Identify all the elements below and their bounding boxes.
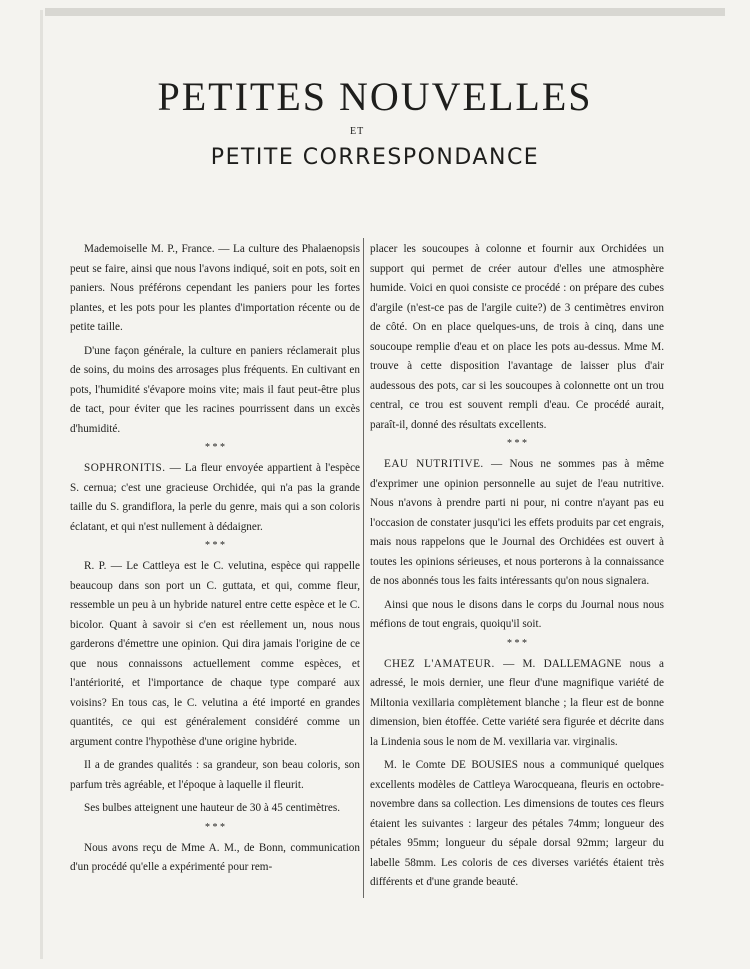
page-subtitle: PETITE CORRESPONDANCE — [210, 145, 540, 170]
section-separator: * * * — [205, 540, 225, 551]
paragraph-bulbs: Ses bulbes atteignent une hauteur de 30 à 45 centimètres. — [84, 802, 340, 814]
heading-eau-nutritive: EAU NUTRITIVE. — [384, 458, 484, 470]
heading-sophronitis: SOPHRONITIS. — [84, 462, 166, 474]
paragraph-sophronitis: SOPHRONITIS. — La fleur envoyée appartient à l'espèce S. cernua; c'est une gracieuse Orchidée, qui n'a pas la grande taille du S. grandiflora, la perle du genre, mais qui a son coloris éclatant, et qui n'est nullement à dédaigner. — [70, 462, 361, 533]
right-column — [370, 240, 664, 897]
paragraph-bonn: Nous avons reçu de Mme A. M., de Bonn, communication d'un procédé qu'elle a expérimenté pour rem- — [70, 841, 360, 873]
heading-chez-amateur: CHEZ L'AMATEUR. — [384, 657, 495, 670]
page-top-edge — [45, 8, 725, 16]
paragraph-eau-nutritive: EAU NUTRITIVE. — Nous ne sommes pas à même d'exprimer une opinion personnelle au sujet de l'eau nutritive. Nous n'avons à prendre parti ni pour, ni contre n'ayant pas eu l'occasion de constater jusqu'ici les effets produits par cet engrais, mais nous rappelons que le Journal des Orchidées est ouvert à toutes les opinions sérieuses, et nous porterons à la connaissance de nos abonnés tous les faits intéressants qu'on nous signalera. — [370, 458, 664, 587]
page-title: PETITES NOUVELLES — [157, 74, 593, 119]
paragraph-qualities: Il a de grandes qualités : sa grandeur, son beau coloris, son parfum très agréable, et l'époque à laquelle il fleurit. — [70, 759, 360, 791]
paragraph-phalaenopsis: Mademoiselle M. P., France. — La culture des Phalaenopsis peut se faire, ainsi que nous l'avons indiqué, soit en pots, soit en paniers. Nous préférons cependant les paniers pour les fortes plantes, et les pots pour les plantes d'importation récente ou de petite taille. — [70, 243, 360, 333]
left-column — [70, 240, 360, 882]
paragraph-culture: D'une façon générale, la culture en paniers réclamerait plus de soins, du moins des arrosages plus fréquents. En cultivant en pots, l'humidité s'évapore moins vite; mais il faut peut-être plus de tact, pour éviter que les racines pourrissent dans un excès d'humidité. — [70, 344, 360, 435]
paragraph-soucoupes: placer les soucoupes à colonne et fournir aux Orchidées un support qui permet de créer autour d'elles une atmosphère humide. Voici en quoi consiste ce procédé : on prépare des cubes d'argile (n'est-ce pas de l'argile cuite?) de 3 centimètres environ de côté. On en place quelques-uns, de trois à cinq, dans une soucoupe remplie d'eau et on place les pots au-dessus. Mme M. trouve à cette disposition l'avantage de laisser plus d'air audessous des pots, car si les soucoupes à colonnette ont un trou central, ce trou est souvent rempli d'eau. Ce procédé aurait, paraît-il, donné des résultats excellents. — [370, 243, 664, 431]
column-divider — [363, 238, 364, 898]
paragraph-cattleya: R. P. — Le Cattleya est le C. velutina, espèce qui rappelle beaucoup dans son port un C. guttata, et qui, comme fleur, ressemble un peu à un hybride naturel entre cette espèce et le C. bicolor. Quant à savoir si c'en est réellement un, nous nous garderons d'émettre une opinion. Qui dira jamais l'origine de ce que nous connaissons actuellement comme espèces, et l'antériorité, et l'importance de chaque type comparé aux voisins? En tous cas, le C. velutina a été importé en grandes quantités, ce qui est généralement considéré comme un argument contre l'hypothèse d'une origine hybride. — [70, 560, 360, 748]
title-conjunction: ET — [350, 126, 365, 137]
paragraph-amateur: CHEZ L'AMATEUR. — M. DALLEMAGNE nous a adressé, le mois dernier, une fleur d'une magnifique variété de Miltonia vexillaria complètement blanche ; la fleur est de bonne dimension, bien étoffée. Cette variété sera figurée et décrite dans la Lindenia sous le nom de M. vexillaria var. virginalis. — [370, 657, 665, 748]
section-separator: * * * — [507, 637, 527, 649]
paragraph-engrais: Ainsi que nous le disons dans le corps du Journal nous nous méfions de tout engrais, quoiqu'il soit. — [370, 598, 664, 630]
paragraph-bousies: M. le Comte DE BOUSIES nous a communiqué quelques excellents modèles de Cattleya Warocqueana, fleuris en octobre-novembre dans sa collection. Les dimensions de toutes ces fleurs étaient les suivantes : largeur des pétales 74mm; longueur des pétales 95mm; longueur du sépale dorsal 92mm; largeur du labelle 58mm. Les coloris de ces diverses variétés étaient très différents et d'une grande beauté. — [370, 759, 664, 888]
section-separator: * * * — [205, 821, 225, 833]
section-separator: * * * — [507, 438, 527, 449]
section-separator: * * * — [205, 442, 225, 453]
